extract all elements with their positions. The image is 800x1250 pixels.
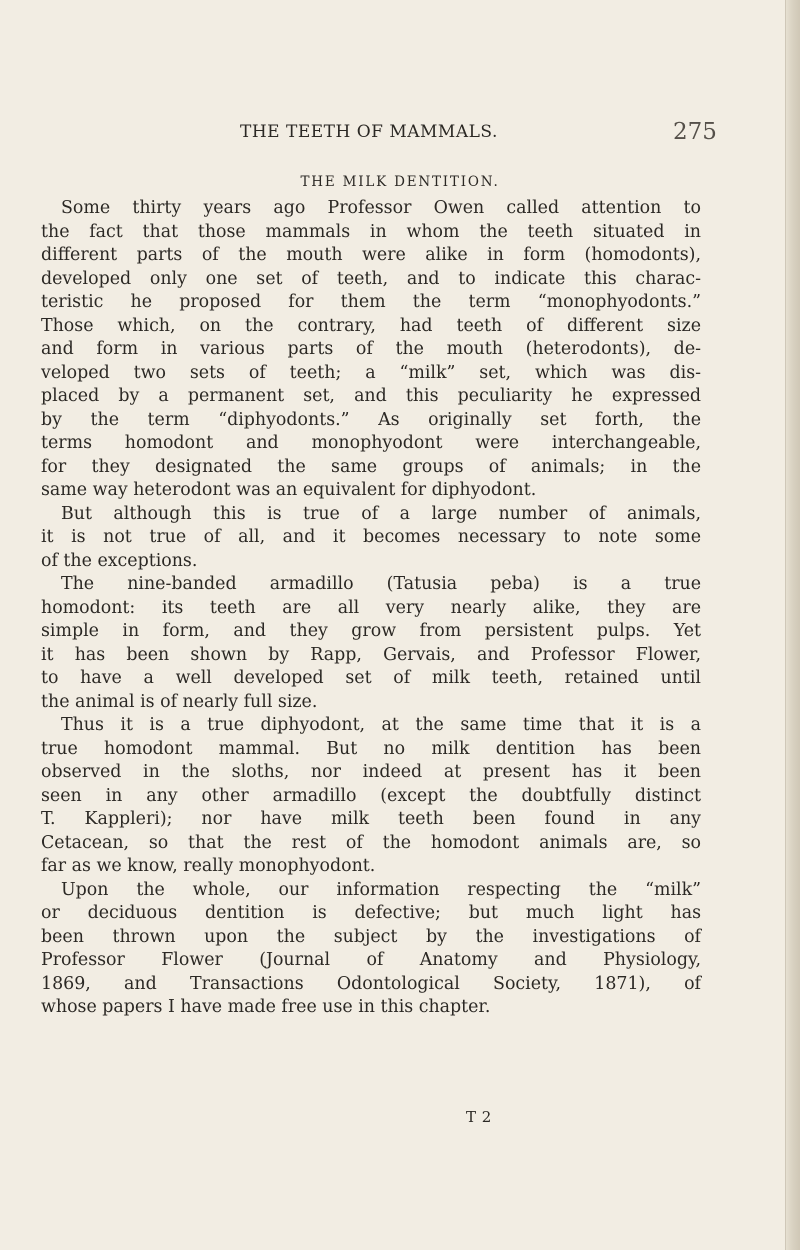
text-line: observed in the sloths, nor indeed at present has it been: [41, 762, 701, 782]
text-line: simple in form, and they grow from persistent pulps. Yet: [41, 621, 701, 641]
text-line: placed by a permanent set, and this peculiarity he expressed: [41, 386, 701, 406]
section-heading: THE MILK DENTITION.: [300, 174, 500, 190]
body-text: [41, 197, 701, 1020]
text-line: Thus it is a true diphyodont, at the same time that it is a: [61, 715, 701, 735]
text-line: been thrown upon the subject by the investigations of: [41, 926, 701, 947]
text-line: Those which, on the contrary, had teeth of different size: [41, 315, 701, 336]
text-line: whose papers I have made free use in this chapter.: [41, 997, 491, 1017]
text-line: Upon the whole, our information respecting the “milk”: [61, 879, 701, 900]
running-head: [0, 120, 800, 150]
text-line: terms homodont and monophyodont were interchangeable,: [41, 433, 701, 453]
signature-mark: T 2: [466, 1108, 492, 1126]
text-line: of the exceptions.: [41, 550, 198, 571]
text-line: by the term “diphyodonts.” As originally set forth, the: [41, 409, 701, 430]
text-line: same way heterodont was an equivalent for diphyodont.: [41, 480, 537, 500]
text-line: teristic he proposed for them the term “monophyodonts.”: [41, 292, 701, 312]
text-line: the fact that those mammals in whom the teeth situated in: [41, 221, 701, 242]
text-line: 1869, and Transactions Odontological Society, 1871), of: [41, 973, 701, 994]
text-line: But although this is true of a large number of animals,: [61, 503, 701, 524]
text-line: Cetacean, so that the rest of the homodont animals are, so: [41, 832, 701, 853]
text-line: for they designated the same groups of animals; in the: [41, 456, 701, 477]
text-line: true homodont mammal. But no milk dentition has been: [41, 738, 701, 759]
page-number: 275: [673, 119, 717, 145]
text-line: Some thirty years ago Professor Owen called attention to: [61, 198, 701, 218]
text-line: far as we know, really monophyodont.: [41, 856, 376, 876]
text-line: or deciduous dentition is defective; but much light has: [41, 903, 701, 923]
text-line: veloped two sets of teeth; a “milk” set, which was dis-: [41, 362, 701, 383]
text-line: to have a well developed set of milk teeth, retained until: [41, 668, 701, 688]
text-line: developed only one set of teeth, and to indicate this charac-: [41, 268, 701, 289]
text-line: it is not true of all, and it becomes necessary to note some: [41, 527, 701, 547]
text-line: Professor Flower (Journal of Anatomy and Physiology,: [41, 950, 701, 970]
text-line: T. Kappleri); nor have milk teeth been found in any: [41, 809, 701, 829]
text-line: the animal is of nearly full size.: [41, 691, 318, 712]
running-title: THE TEETH OF MAMMALS.: [240, 122, 498, 142]
text-line: and form in various parts of the mouth (heterodonts), de-: [41, 339, 701, 359]
text-line: seen in any other armadillo (except the doubtfully distinct: [41, 785, 701, 806]
text-line: The nine-banded armadillo (Tatusia peba) is a true: [61, 574, 701, 594]
text-line: different parts of the mouth were alike in form (homodonts),: [41, 245, 701, 265]
text-line: it has been shown by Rapp, Gervais, and Professor Flower,: [41, 644, 701, 665]
text-line: homodont: its teeth are all very nearly alike, they are: [41, 597, 701, 618]
